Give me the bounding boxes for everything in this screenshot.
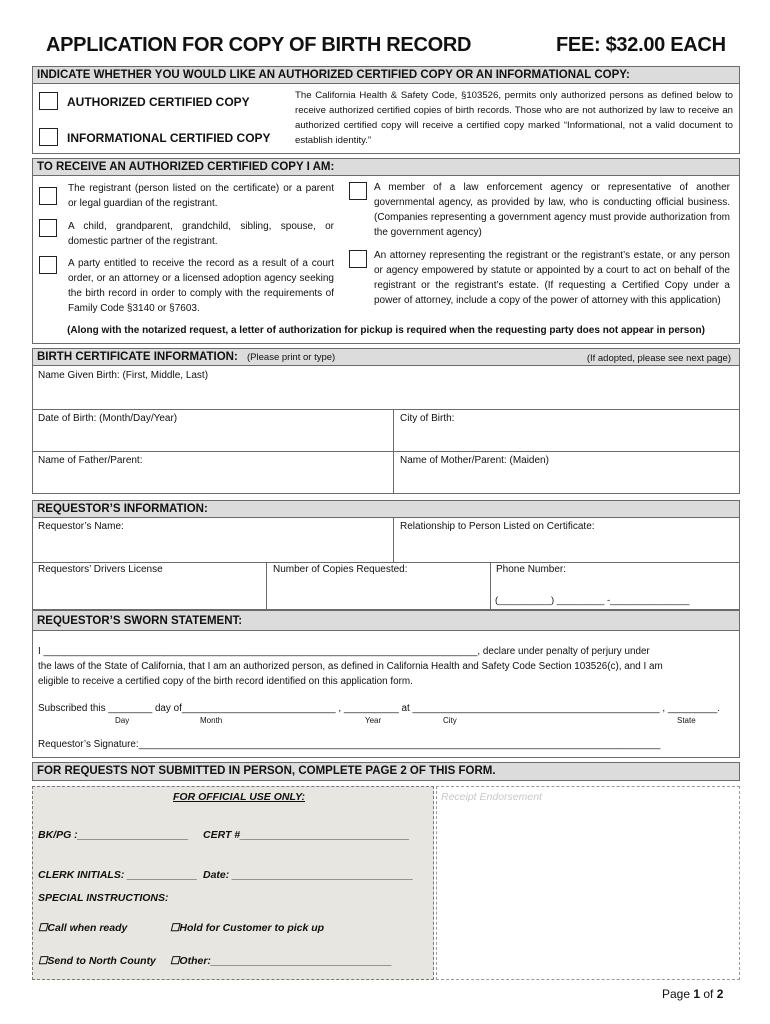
caption-day: Day — [115, 716, 130, 725]
sworn-heading: REQUESTOR’S SWORN STATEMENT: — [33, 611, 739, 631]
caption-year: Year — [365, 716, 382, 725]
print-note: (Please print or type) — [247, 352, 336, 363]
father-name-field[interactable]: Name of Father/Parent: — [38, 455, 143, 466]
divider — [266, 562, 267, 609]
law-enforcement-option: A member of a law enforcement agency or representative of another governmental agency, as provided by law, who is conducting official business. (Companies representing a government agency must provide authorization from the government agency) — [374, 182, 730, 238]
not-in-person-banner — [32, 762, 740, 781]
caption-state: State — [677, 716, 696, 725]
law-enforcement-checkbox[interactable] — [349, 182, 367, 200]
mother-name-field[interactable]: Name of Mother/Parent: (Maiden) — [400, 455, 549, 466]
relative-option: A child, grandparent, grandchild, sibling, spouse, or domestic partner of the registrant. — [68, 221, 334, 247]
relationship-field[interactable]: Relationship to Person Listed on Certificate: — [400, 521, 595, 532]
date-field[interactable]: Date: _______________________________ — [203, 869, 414, 881]
form-title: APPLICATION FOR COPY OF BIRTH RECORD — [46, 34, 472, 56]
phone-label: Phone Number: — [496, 564, 567, 575]
informational-copy-checkbox[interactable] — [39, 128, 58, 146]
authorized-copy-label: AUTHORIZED CERTIFIED COPY — [67, 95, 250, 109]
send-north-county-option[interactable]: ☐Send to North County — [38, 955, 156, 967]
divider — [33, 409, 739, 410]
registrant-checkbox[interactable] — [39, 187, 57, 205]
authorized-section — [32, 158, 740, 344]
receipt-endorsement-label: Receipt Endorsement — [441, 791, 542, 803]
birth-info-heading: BIRTH CERTIFICATE INFORMATION: — [37, 351, 238, 363]
hold-for-pickup-option[interactable]: ☐Hold for Customer to pick up — [170, 922, 325, 934]
authorization-note: (Along with the notarized request, a letter of authorization for pickup is required when the requesting party does not appear in person) — [67, 325, 705, 336]
sworn-text-line2: the laws of the State of California, that I am an authorized person, as defined in California Health and Safety Code Section 103526(c), and I am — [38, 661, 663, 672]
name-given-field[interactable]: Name Given Birth: (First, Middle, Last) — [38, 370, 209, 381]
attorney-option: An attorney representing the registrant or the registrant’s estate, or any person or agency empowered by statute or appointed by a court to act on behalf of the registrant or the registrant’s estate. (If requesting a Certified Copy under a power of attorney, include a copy of the power of attorney with this application) — [374, 250, 730, 306]
official-use-heading: FOR OFFICIAL USE ONLY: — [173, 791, 306, 803]
subscribed-line[interactable]: Subscribed this ________ day of____________________________ , __________ at _____________________________________________ , _________. — [38, 703, 721, 714]
requestor-heading: REQUESTOR’S INFORMATION: — [33, 501, 739, 518]
requestor-name-field[interactable]: Requestor’s Name: — [38, 521, 124, 532]
drivers-license-field[interactable]: Requestors’ Drivers License — [38, 564, 163, 575]
caption-month: Month — [200, 716, 223, 725]
clerk-initials-field[interactable]: CLERK INITIALS: ____________ — [38, 869, 198, 881]
official-use-panel — [32, 786, 434, 980]
other-option[interactable]: ☐Other:_______________________________ — [170, 955, 392, 967]
adopted-note: (If adopted, please see next page) — [586, 353, 731, 364]
registrant-option: The registrant (person listed on the certificate) or a parent or legal guardian of the registrant. — [68, 183, 334, 209]
birth-info-header — [33, 349, 739, 366]
page-mid: of — [700, 987, 717, 1001]
authorized-copy-checkbox[interactable] — [39, 92, 58, 110]
court-order-checkbox[interactable] — [39, 256, 57, 274]
dob-field[interactable]: Date of Birth: (Month/Day/Year) — [38, 413, 178, 424]
cert-field[interactable]: CERT #_____________________________ — [203, 829, 410, 841]
divider — [33, 562, 739, 563]
special-instructions-label: SPECIAL INSTRUCTIONS: — [38, 892, 169, 904]
informational-copy-label: INFORMATIONAL CERTIFIED COPY — [67, 131, 271, 145]
city-of-birth-field[interactable]: City of Birth: — [400, 413, 455, 424]
receipt-endorsement-area — [436, 786, 740, 980]
copy-type-section — [32, 66, 740, 154]
authorized-heading: TO RECEIVE AN AUTHORIZED CERTIFIED COPY I AM: — [33, 159, 739, 176]
copy-type-description: The California Health & Safety Code, §103526, permits only authorized persons as defined below to receive authorized certified copies of birth records. Those who are not authorized by law to receive an authorized certified copy will receive a certified copy marked “Informational, not a valid document to establish identity.” — [295, 90, 733, 146]
bkpg-field[interactable]: BK/PG :___________________ — [38, 829, 189, 841]
requestor-section — [32, 500, 740, 610]
current-page: 1 — [693, 987, 701, 1001]
page-number — [662, 987, 723, 1001]
relative-checkbox[interactable] — [39, 219, 57, 237]
sworn-statement-section — [32, 610, 740, 758]
total-pages: 2 — [716, 987, 724, 1001]
court-order-option: A party entitled to receive the record as a result of a court order, or an attorney or a licensed adoption agency seeking the birth record in order to comply with the requirements of Family Code §3140 or §7603. — [68, 258, 334, 314]
divider — [490, 562, 491, 609]
call-when-ready-option[interactable]: ☐Call when ready — [38, 922, 128, 934]
declarant-name-line[interactable]: I _______________________________________________________________________________, declare under penalty of perjury under — [38, 646, 650, 657]
fee-label: FEE: $32.00 EACH — [556, 34, 726, 56]
divider — [33, 451, 739, 452]
attorney-checkbox[interactable] — [349, 250, 367, 268]
copies-requested-field[interactable]: Number of Copies Requested: — [273, 564, 408, 575]
caption-city: City — [443, 716, 457, 725]
sworn-text-line3: eligible to receive a certified copy of the birth record identified on this application form. — [38, 676, 413, 687]
signature-line[interactable]: Requestor’s Signature:_______________________________________________________________________________________________ — [38, 739, 661, 750]
page-prefix: Page — [662, 987, 694, 1001]
phone-number-field[interactable]: (__________) _________ -_______________ — [495, 595, 690, 606]
copy-type-heading: INDICATE WHETHER YOU WOULD LIKE AN AUTHORIZED CERTIFIED COPY OR AN INFORMATIONAL COPY: — [33, 67, 739, 84]
not-in-person-text: FOR REQUESTS NOT SUBMITTED IN PERSON, COMPLETE PAGE 2 OF THIS FORM. — [37, 765, 496, 777]
divider — [393, 518, 394, 562]
birth-info-section — [32, 348, 740, 494]
